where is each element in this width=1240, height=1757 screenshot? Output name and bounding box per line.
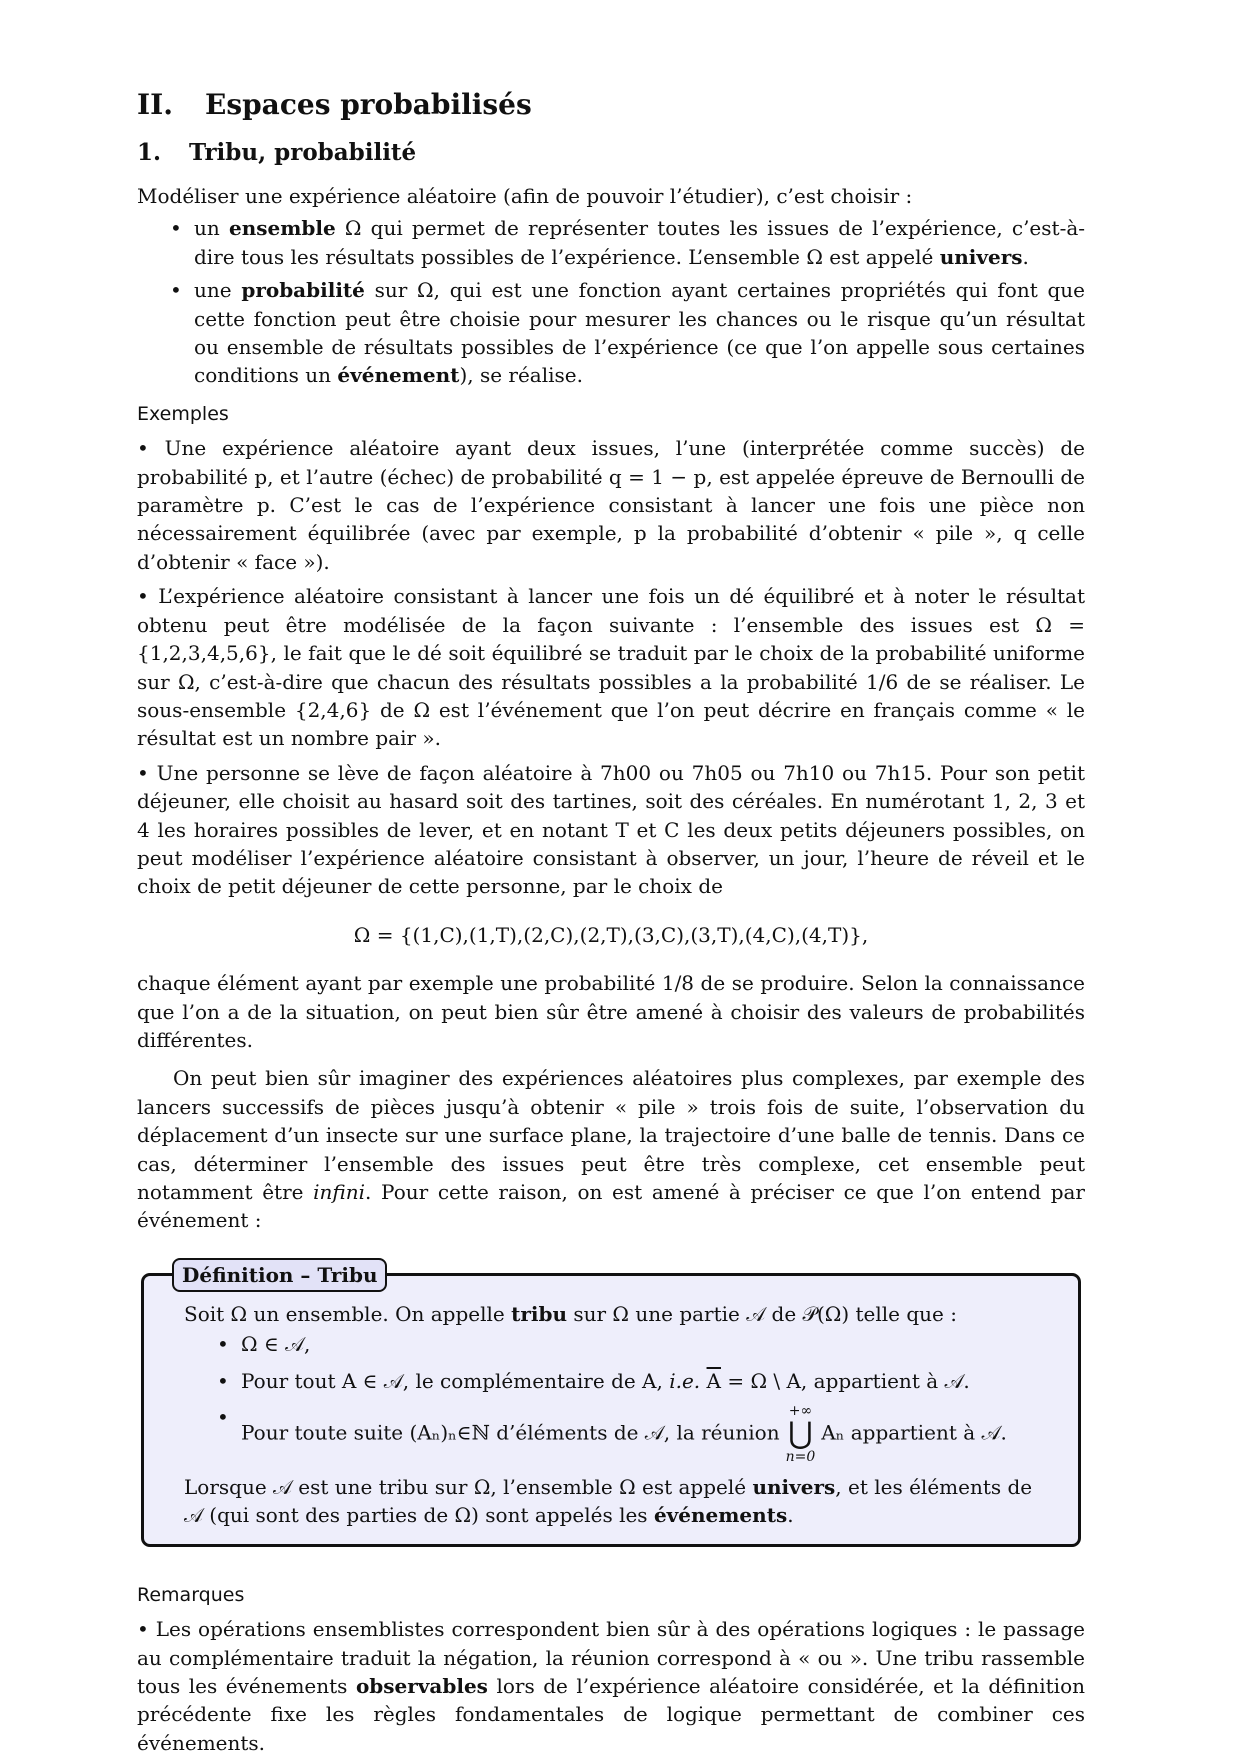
subsection-number: 1.: [137, 139, 162, 166]
remark-logic: [137, 1615, 1085, 1757]
example-dice: • L’expérience aléatoire consistant à lancer une fois un dé équilibré et à noter le résultat obtenu peut être modélisée de la façon suivante : l’ensemble des issues est Ω = {1,2,3,4,5,6}, le fait que le dé soit équilibré se traduit par le choix de la probabilité uniforme sur Ω, c’est-à-dire que chacun des résultats possibles a la probabilité 1/6 de se réaliser. Le sous-ensemble {2,4,6} de Ω est l’événement que l’on peut décrire en français comme « le résultat est un nombre pair ».: [137, 584, 1085, 751]
text: Lorsque 𝒜 est une tribu sur Ω, l’ensemble Ω est appelé: [184, 1475, 753, 1500]
complex-experiments-paragraph: [137, 1064, 1085, 1234]
section-heading: [137, 88, 1085, 122]
text: Soit Ω un ensemble. On appelle: [184, 1301, 512, 1326]
definition-conclusion: [184, 1473, 1038, 1530]
bold-term: tribu: [511, 1301, 568, 1326]
content: [137, 88, 1085, 1757]
text: . Pour cette raison, on est amené à préciser ce que l’on entend par événement :: [137, 1180, 1085, 1233]
bold-term: univers: [752, 1475, 836, 1500]
definition-box: [141, 1262, 1081, 1547]
text: ), se réalise.: [459, 363, 583, 388]
text: • Les opérations ensemblistes correspondent bien sûr à des opérations logiques : le passage au complémentaire traduit la négation, la réunion correspond à « ou ». Une tribu rassemble tous les événements: [137, 1617, 1085, 1699]
subsection-heading: [137, 138, 1085, 168]
text: Aₙ appartient à 𝒜.: [821, 1420, 1007, 1445]
section-title: Espaces probabilisés: [205, 88, 532, 121]
section-number: II.: [137, 88, 173, 121]
axiom-omega: • Ω ∈ 𝒜,: [241, 1330, 1038, 1358]
union-upper-limit: +∞: [788, 1403, 813, 1420]
text: Pour toute suite (Aₙ)ₙ∈ℕ d’éléments de 𝒜, la réunion: [241, 1420, 780, 1445]
examples-heading: Exemples: [137, 402, 229, 425]
text: sur Ω, qui est une fonction ayant certaines propriétés qui font que cette fonction peut être choisie pour mesurer les chances ou le risque qu’un résultat ou ensemble de résultats possibles de l’expérience (ce que l’on appelle sous certaines conditions un: [194, 278, 1085, 388]
definition-title: Définition – Tribu: [172, 1258, 387, 1292]
text: lors de l’expérience aléatoire considérée, et la définition précédente fixe les règles fondamentales de logique permettant de combiner ces événements.: [137, 1674, 1085, 1755]
text: .: [1022, 244, 1029, 269]
bold-term: observables: [355, 1674, 488, 1699]
axiom-complement: [241, 1367, 1038, 1395]
union-operator: [786, 1403, 816, 1465]
remarks-heading: Remarques: [137, 1583, 245, 1606]
union-symbol: ⋃: [788, 1416, 813, 1452]
definition-intro: [184, 1300, 1038, 1328]
text: Ω qui permet de représenter toutes les issues de l’expérience, c’est-à-dire tous les résultats possibles de l’expérience. L’ensemble Ω est appelé: [194, 216, 1086, 269]
subsection-title: Tribu, probabilité: [189, 139, 417, 166]
italic-term: infini: [313, 1180, 366, 1204]
model-bullet-list: [137, 214, 1085, 389]
text: une: [194, 278, 242, 303]
complement-symbol: $\overline{A}$: [706, 1368, 721, 1393]
italic-term: i.e.: [669, 1368, 701, 1393]
text: On peut bien sûr imaginer des expériences aléatoires plus complexes, par exemple des lancers successifs de pièces jusqu’à obtenir « pile » trois fois de suite, l’observation du déplacement d’un insecte sur une surface plane, la trajectoire d’une balle de tennis. Dans ce cas, déterminer l’ensemble des issues peut être très complexe, cet ensemble peut notamment être: [137, 1066, 1085, 1204]
bold-term: univers: [939, 244, 1023, 269]
text: = Ω \ A, appartient à 𝒜.: [720, 1368, 970, 1393]
text: Pour tout A ∈ 𝒜, le complémentaire de A,: [241, 1368, 670, 1393]
text: un: [194, 216, 229, 241]
bullet-univers: [194, 214, 1085, 271]
intro-paragraph: Modéliser une expérience aléatoire (afin de pouvoir l’étudier), c’est choisir :: [137, 184, 913, 208]
bold-term: événement: [337, 363, 460, 388]
bullet-probabilite: [194, 276, 1085, 390]
text: , et les éléments de 𝒜 (qui sont des parties de Ω) sont appelés les: [184, 1475, 1033, 1528]
axiom-union: [241, 1403, 1038, 1465]
bold-term: probabilité: [241, 278, 365, 303]
example-breakfast: • Une personne se lève de façon aléatoire à 7h00 ou 7h05 ou 7h10 ou 7h15. Pour son petit déjeuner, elle choisit au hasard soit des tartines, soit des céréales. En numérotant 1, 2, 3 et 4 les horaires possibles de lever, et en notant T et C les deux petits déjeuners possibles, on peut modéliser l’expérience aléatoire consistant à observer, un jour, l’heure de réveil et le choix de petit déjeuner de cette personne, par le choix de: [137, 760, 1085, 899]
definition-axioms: [184, 1330, 1038, 1465]
bold-term: événements: [653, 1503, 788, 1528]
example-breakfast-end: chaque élément ayant par exemple une probabilité 1/8 de se produire. Selon la connaissance que l’on a de la situation, on peut bien sûr être amené à choisir des valeurs de probabilités différentes.: [137, 971, 1085, 1052]
text: sur Ω une partie 𝒜 de 𝒫(Ω) telle que :: [567, 1301, 957, 1326]
example-bernoulli: • Une expérience aléatoire ayant deux issues, l’une (interprétée comme succès) de probabilité p, et l’autre (échec) de probabilité q = 1 − p, est appelée épreuve de Bernoulli de paramètre p. C’est le cas de l’expérience consistant à lancer une fois une pièce non nécessairement équilibrée (avec par exemple, p la probabilité d’obtenir « pile », q celle d’obtenir « face »).: [137, 436, 1085, 574]
text: .: [787, 1503, 794, 1528]
union-lower-limit: n=0: [785, 1449, 816, 1466]
omega-formula: Ω = {(1,C),(1,T),(2,C),(2,T),(3,C),(3,T),(4,C),(4,T)},: [353, 922, 869, 947]
bold-term: ensemble: [228, 216, 336, 241]
